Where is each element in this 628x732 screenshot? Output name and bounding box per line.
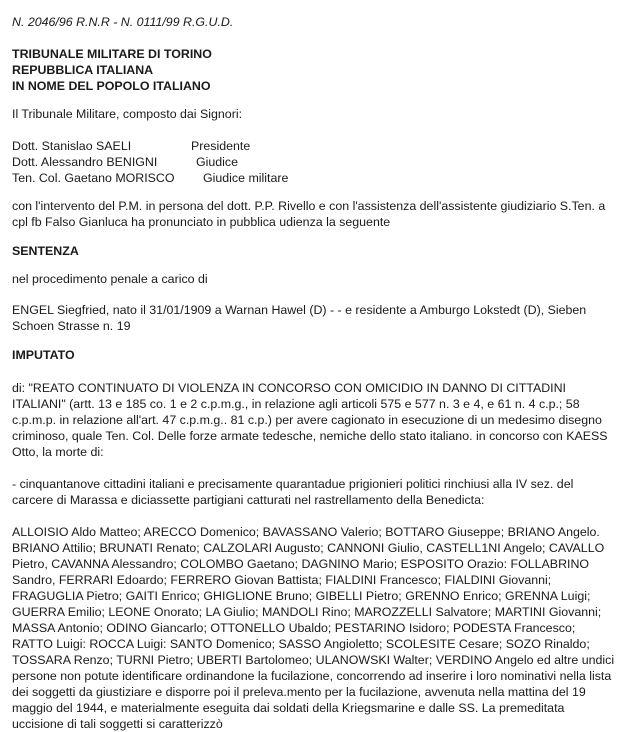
republic-line: REPUBBLICA ITALIANA xyxy=(12,63,154,77)
case-reference: N. 2046/96 R.N.R - N. 0111/99 R.G.U.D. xyxy=(12,15,234,29)
defendant-paragraph: ENGEL Siegfried, nato il 31/01/1909 a Warnan Hawel (D) - - e residente a Amburgo Lokstedt (D), Sieben Schoen Strasse n. 19 xyxy=(12,303,587,333)
court-header xyxy=(12,46,618,94)
judge-row xyxy=(12,154,618,170)
judge-row xyxy=(12,138,618,154)
victim-names-paragraph: ALLOISIO Aldo Matteo; ARECCO Domenico; BAVASSANO Valerio; BOTTARO Giuseppe; BRIANO Angelo. BRIANO Attilio; BRUNATI Renato; CALZOLARI Augusto; CANNONI Giulio, CASTELL1NI Angelo; CAVALLO Pietro, CAVANNA Alessandro; COLOMBO Gaetano; DAGNINO Mario; ESPOSITO Orazio: FOLLABRINO Sandro, FERRARI Edoardo; FERRERO Giovan Battista; FIALDINI Francesco; FIALDINI Giovanni; FRAGUGLIA Pietro; GAITI Enrico; GHIGLIONE Bruno; GIBELLI Pietro; GRENNO Enrico; GRENNA Luigi; GUERRA Emilio; LEONE Onorato; LA Giulio; MANDOLI Rino; MAROZZELLI Salvatore; MARTINI Giovanni; MASSA Antonio; ODINO Giancarlo; OTTONELLO Ubaldo; PESTARINO Isidoro; PODESTA Francesco; RATTO Luigi: ROCCA Luigi: SANTO Domenico; SASSO Angioletto; SCOLESITE Cesare; SOZO Rinaldo; TOSSARA Renzo; TURNI Pietro; UBERTI Bartolomeo; ULANOWSKI Walter; VERDINO Angelo ed altre undici persone non potute identificare ordinandone la fucilazione, concorrendo ad inserire i loro nominativi nella lista dei soggetti da giustiziare e disporre poi il preleva.mento per la fucilazione, avvenuta nella mattina del 19 maggio del 1944, e materialmente eseguita dai soldati della Kriegsmarine e dalle SS. La premeditata uccisione di tali soggetti si caratterizzò xyxy=(12,525,615,731)
court-composition-intro: Il Tribunale Militare, composto dai Signori: xyxy=(12,107,243,121)
judge-role: Giudice xyxy=(196,155,239,169)
judge-name: Dott. Alessandro BENIGNI xyxy=(12,155,158,169)
judge-role: Presidente xyxy=(191,139,251,153)
judge-role: Giudice militare xyxy=(203,171,289,185)
victims-paragraph: - cinquantanove cittadini italiani e precisamente quarantadue prigionieri politici rinchiusi alla IV sez. del carcere di Marassa e diciassette partigiani catturati nel rastrellamento della Benedicta: xyxy=(12,477,574,507)
charge-paragraph: di: "REATO CONTINUATO DI VIOLENZA IN CONCORSO CON OMICIDIO IN DANNO DI CITTADINI ITALIANI" (artt. 13 e 185 co. 1 e 2 c.p.m.g., in relazione agli articoli 575 e 577 n. 3 e 4, e 61 n. 4 c.p.; 58 c.p.m.p. in relazione all'art. 47 c.p.m.g.. 81 c.p.) per avere cagionato in esecuzione di un medesimo disegno criminoso, quale Ten. Col. Delle forze armate tedesche, nemiche dello stato italiano. in concorso con KAESS Otto, la morte di: xyxy=(12,381,608,459)
judges-list xyxy=(12,138,618,186)
court-name: TRIBUNALE MILITARE DI TORINO xyxy=(12,47,212,61)
judge-row xyxy=(12,170,618,186)
judge-name: Ten. Col. Gaetano MORISCO xyxy=(12,171,175,185)
people-line: IN NOME DEL POPOLO ITALIANO xyxy=(12,79,211,93)
document-page xyxy=(12,0,618,732)
sentenza-heading: SENTENZA xyxy=(12,244,79,258)
intervention-paragraph: con l'intervento del P.M. in persona del dott. P.P. Rivello e con l'assistenza dell'assistente giudiziario S.Ten. a cpl fb Falso Gianluca ha pronunciato in pubblica udienza la seguente xyxy=(12,199,606,229)
judge-name: Dott. Stanislao SAELI xyxy=(12,139,132,153)
procedimento-line: nel procedimento penale a carico di xyxy=(12,272,208,286)
imputato-heading: IMPUTATO xyxy=(12,348,75,362)
